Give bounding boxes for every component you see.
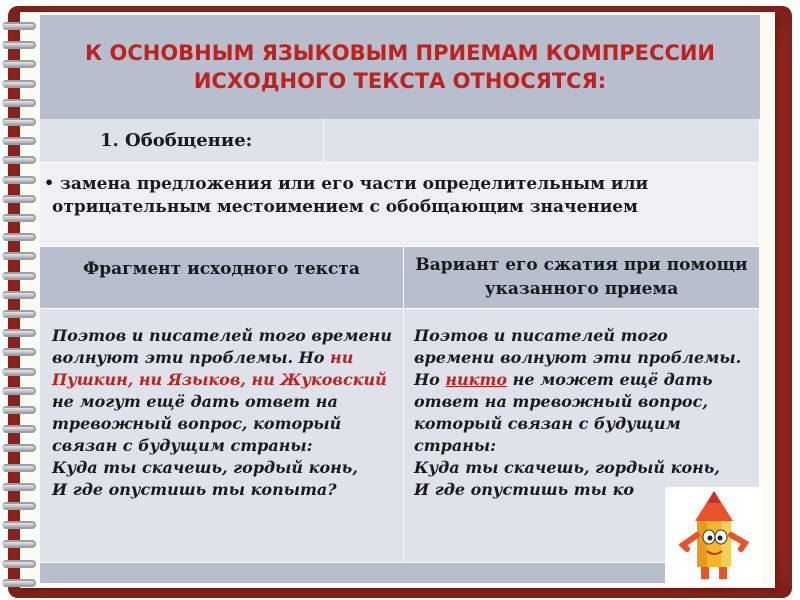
method-empty-cell: [324, 119, 760, 163]
compressed-text-before: Поэтов и писателей того времени волнуют эти проблемы. Но: [414, 326, 742, 389]
definition-text: замена предложения или его части определительным или отрицательным местоимением с обобщающим значением: [52, 174, 649, 217]
column-header-compressed: Вариант его сжатия при помощи указанного приема: [404, 247, 760, 309]
spiral-ring: [2, 425, 36, 433]
spiral-ring: [2, 22, 36, 30]
original-verse-line-1: Куда ты скачешь, гордый конь,: [52, 458, 358, 477]
compressed-highlight: никто: [445, 370, 508, 389]
spiral-ring: [2, 348, 36, 356]
spiral-ring: [2, 540, 36, 548]
spiral-ring: [2, 156, 36, 164]
definition-block: [40, 163, 760, 247]
original-text-before: Поэтов и писателей того времени волнуют эти проблемы. Но: [52, 326, 392, 367]
spiral-ring: [2, 80, 36, 88]
spiral-ring: [2, 464, 36, 472]
spiral-ring: [2, 310, 36, 318]
spiral-ring: [2, 483, 36, 491]
spiral-ring: [2, 41, 36, 49]
spiral-ring: [2, 60, 36, 68]
spiral-ring: [2, 502, 36, 510]
spiral-ring: [2, 272, 36, 280]
spiral-ring: [2, 291, 36, 299]
compressed-verse-line-2: И где опустишь ты ко: [414, 480, 635, 499]
slide-content: [40, 15, 760, 583]
spiral-ring: [2, 118, 36, 126]
original-fragment-cell: [40, 309, 404, 563]
spiral-ring: [2, 406, 36, 414]
spiral-ring: [2, 137, 36, 145]
spiral-ring: [2, 252, 36, 260]
spiral-ring: [2, 176, 36, 184]
bullet-icon: •: [44, 173, 55, 192]
method-label: 1. Обобщение:: [40, 119, 324, 163]
spiral-ring: [2, 387, 36, 395]
original-verse-line-2: И где опустишь ты копыта?: [52, 480, 337, 499]
spiral-ring: [2, 214, 36, 222]
spiral-ring: [2, 329, 36, 337]
column-header-original: Фрагмент исходного текста: [40, 247, 404, 309]
original-text-after: не могут ещё дать ответ на тревожный вопрос, который связан с будущим страны:: [52, 392, 342, 455]
original-highlight: ни Пушкин, ни Языков, ни Жуковский: [52, 348, 387, 389]
spiral-ring: [2, 368, 36, 376]
spiral-ring: [2, 99, 36, 107]
spiral-ring: [2, 195, 36, 203]
spiral-ring: [2, 521, 36, 529]
spiral-ring: [2, 233, 36, 241]
spiral-ring: [2, 560, 36, 568]
compressed-verse-line-1: Куда ты скачешь, гордый конь,: [414, 458, 720, 477]
compressed-text-after: не может ещё дать ответ на тревожный вопрос, который связан с будущим страны:: [414, 370, 713, 455]
pencil-mascot-icon: [665, 487, 763, 585]
spiral-ring: [2, 444, 36, 452]
spiral-ring: [2, 579, 36, 587]
slide-title: К ОСНОВНЫМ ЯЗЫКОВЫМ ПРИЕМАМ КОМПРЕССИИ ИСХОДНОГО ТЕКСТА ОТНОСЯТСЯ:: [40, 15, 760, 119]
